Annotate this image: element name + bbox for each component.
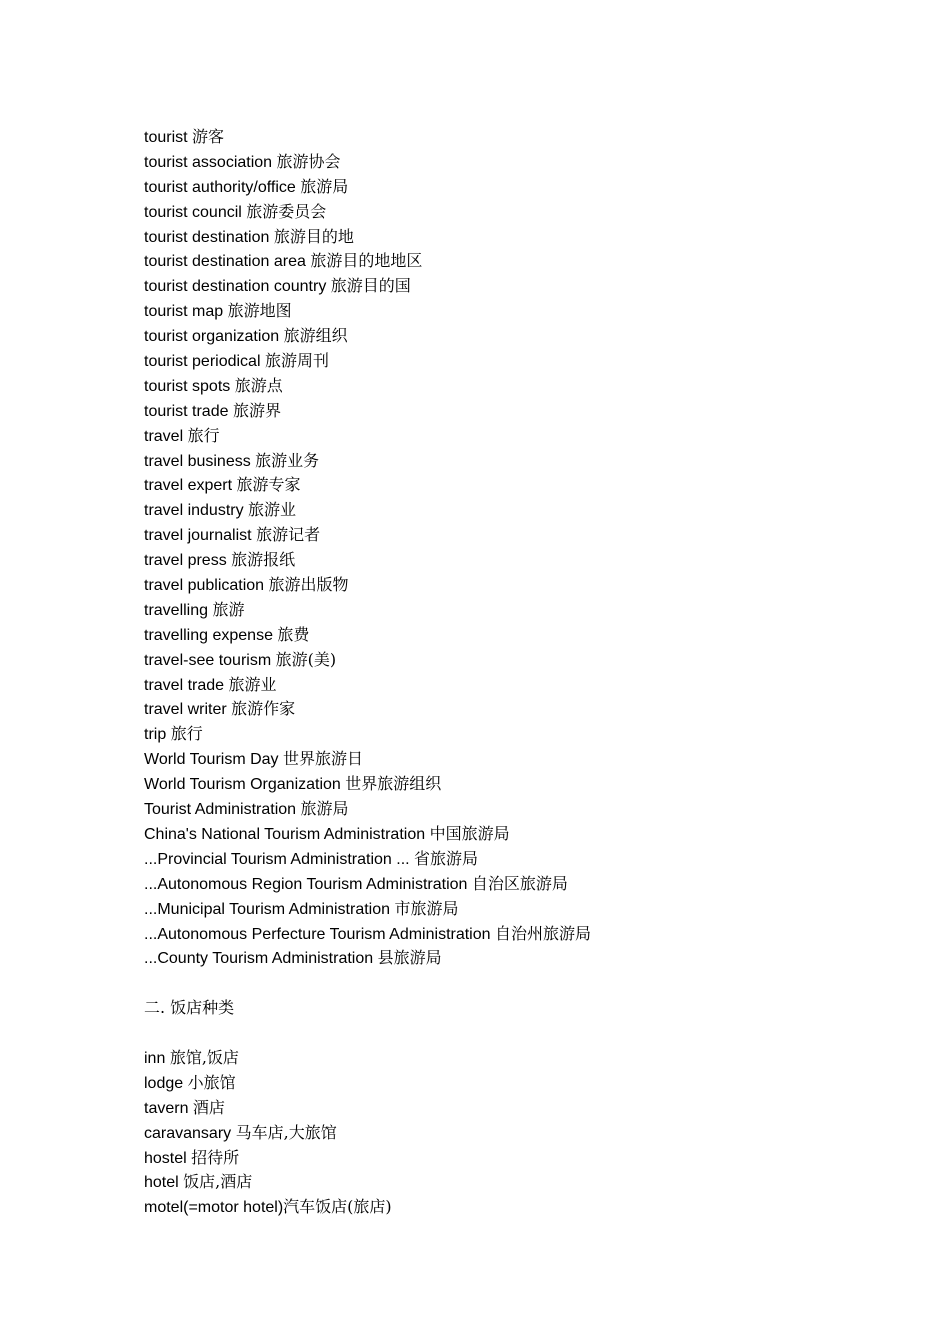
term-chinese: 市旅游局 bbox=[394, 898, 459, 918]
term-english: ...County Tourism Administration bbox=[144, 950, 374, 968]
term-entry bbox=[144, 175, 904, 200]
term-entry bbox=[144, 1170, 904, 1195]
term-chinese: 旅游目的地 bbox=[273, 226, 354, 246]
term-entry bbox=[144, 747, 904, 772]
term-entry bbox=[144, 299, 904, 324]
term-english: motel(=motor hotel) bbox=[144, 1199, 284, 1217]
term-english: ...Provincial Tourism Administration ... bbox=[144, 850, 410, 868]
term-english: travel trade bbox=[144, 676, 225, 694]
term-english: tourist spots bbox=[144, 377, 231, 395]
term-entry bbox=[144, 623, 904, 648]
term-english: travel expert bbox=[144, 477, 233, 495]
term-entry bbox=[144, 324, 904, 349]
term-english: travel journalist bbox=[144, 527, 252, 545]
term-english: travelling bbox=[144, 601, 209, 619]
term-entry bbox=[144, 1071, 904, 1096]
term-entry bbox=[144, 772, 904, 797]
term-chinese: 旅游局 bbox=[300, 176, 349, 196]
term-chinese: 汽车饭店(旅店) bbox=[283, 1197, 392, 1217]
term-english: tourist council bbox=[144, 203, 242, 221]
term-chinese: 旅游目的国 bbox=[330, 276, 411, 296]
term-entry bbox=[144, 523, 904, 548]
term-chinese: 旅游专家 bbox=[236, 475, 301, 495]
term-entry bbox=[144, 1096, 904, 1121]
term-english: ...Autonomous Perfecture Tourism Administration bbox=[144, 925, 491, 943]
term-chinese: 旅游报纸 bbox=[231, 550, 296, 570]
term-chinese: 旅游界 bbox=[232, 400, 281, 420]
term-entry bbox=[144, 473, 904, 498]
term-chinese: 旅费 bbox=[277, 624, 310, 644]
term-chinese: 世界旅游日 bbox=[283, 749, 364, 769]
tourism-term-list bbox=[144, 125, 904, 971]
term-entry bbox=[144, 548, 904, 573]
term-entry bbox=[144, 249, 904, 274]
term-entry bbox=[144, 1046, 904, 1071]
term-chinese: 旅游业 bbox=[248, 500, 297, 520]
term-english: tavern bbox=[144, 1099, 189, 1117]
term-entry bbox=[144, 872, 904, 897]
term-entry bbox=[144, 648, 904, 673]
term-entry bbox=[144, 1195, 904, 1220]
term-entry bbox=[144, 498, 904, 523]
term-english: tourist periodical bbox=[144, 353, 261, 371]
term-chinese: 县旅游局 bbox=[377, 948, 442, 968]
term-english: hotel bbox=[144, 1174, 179, 1192]
term-entry bbox=[144, 1146, 904, 1171]
term-english: travel press bbox=[144, 552, 227, 570]
term-english: tourist bbox=[144, 129, 188, 146]
term-entry bbox=[144, 399, 904, 424]
term-english: tourist destination country bbox=[144, 278, 327, 296]
term-chinese: 旅游业 bbox=[228, 674, 277, 694]
term-chinese: 酒店 bbox=[192, 1097, 225, 1117]
term-english: tourist association bbox=[144, 153, 273, 171]
term-chinese: 旅游地图 bbox=[227, 301, 292, 321]
term-english: travel industry bbox=[144, 502, 244, 520]
term-english: caravansary bbox=[144, 1124, 232, 1142]
term-entry bbox=[144, 847, 904, 872]
term-english: tourist organization bbox=[144, 328, 280, 346]
term-english: Tourist Administration bbox=[144, 801, 297, 819]
term-chinese: 马车店,大旅馆 bbox=[235, 1122, 337, 1142]
section-heading: 二. 饭店种类 bbox=[144, 998, 235, 1017]
term-chinese: 旅游点 bbox=[234, 375, 283, 395]
term-english: travel bbox=[144, 427, 184, 445]
term-entry bbox=[144, 946, 904, 971]
term-chinese: 旅游目的地地区 bbox=[310, 251, 423, 271]
term-english: travel publication bbox=[144, 577, 265, 595]
term-english: travel business bbox=[144, 452, 251, 470]
term-english: travel writer bbox=[144, 701, 227, 719]
term-english: tourist map bbox=[144, 303, 224, 321]
term-chinese: 世界旅游组织 bbox=[345, 774, 442, 794]
term-english: travel-see tourism bbox=[144, 651, 272, 669]
term-english: World Tourism Organization bbox=[144, 776, 341, 794]
term-entry bbox=[144, 225, 904, 250]
term-english: lodge bbox=[144, 1074, 184, 1092]
term-chinese: 自治州旅游局 bbox=[494, 923, 591, 943]
term-chinese: 旅行 bbox=[170, 724, 203, 744]
term-chinese: 旅馆,饭店 bbox=[169, 1048, 239, 1067]
term-chinese: 自治区旅游局 bbox=[471, 873, 568, 893]
term-english: ...Autonomous Region Tourism Administration bbox=[144, 875, 468, 893]
term-chinese: 旅游出版物 bbox=[268, 575, 349, 595]
term-entry bbox=[144, 797, 904, 822]
term-entry bbox=[144, 449, 904, 474]
term-entry bbox=[144, 1121, 904, 1146]
term-entry bbox=[144, 722, 904, 747]
term-chinese: 游客 bbox=[192, 127, 225, 146]
term-entry bbox=[144, 374, 904, 399]
term-english: trip bbox=[144, 726, 167, 744]
term-english: tourist destination bbox=[144, 228, 270, 246]
term-chinese: 旅游业务 bbox=[255, 450, 320, 470]
term-english: inn bbox=[144, 1050, 166, 1067]
term-chinese: 旅游(美) bbox=[275, 649, 337, 669]
term-entry bbox=[144, 125, 904, 150]
term-chinese: 旅游协会 bbox=[276, 151, 341, 171]
term-chinese: 中国旅游局 bbox=[429, 823, 510, 843]
term-chinese: 旅游组织 bbox=[283, 326, 348, 346]
term-english: hostel bbox=[144, 1149, 187, 1167]
term-english: tourist trade bbox=[144, 402, 229, 420]
section-heading-block bbox=[144, 996, 904, 1021]
term-entry bbox=[144, 573, 904, 598]
term-english: tourist authority/office bbox=[144, 178, 296, 196]
term-chinese: 旅游周刊 bbox=[264, 351, 329, 371]
term-chinese: 小旅馆 bbox=[187, 1072, 236, 1092]
term-english: travelling expense bbox=[144, 626, 273, 644]
term-chinese: 旅游作家 bbox=[231, 699, 296, 719]
term-entry bbox=[144, 697, 904, 722]
term-chinese: 省旅游局 bbox=[414, 848, 479, 868]
term-english: World Tourism Day bbox=[144, 751, 279, 769]
term-entry bbox=[144, 424, 904, 449]
term-entry bbox=[144, 598, 904, 623]
term-english: ...Municipal Tourism Administration bbox=[144, 900, 391, 918]
term-entry bbox=[144, 274, 904, 299]
term-chinese: 饭店,酒店 bbox=[183, 1172, 253, 1192]
term-chinese: 旅游 bbox=[212, 599, 245, 619]
term-chinese: 旅游委员会 bbox=[246, 201, 327, 221]
term-english: tourist destination area bbox=[144, 253, 306, 271]
term-english: China's National Tourism Administration bbox=[144, 825, 426, 843]
term-entry bbox=[144, 822, 904, 847]
term-entry bbox=[144, 200, 904, 225]
term-entry bbox=[144, 673, 904, 698]
term-entry bbox=[144, 897, 904, 922]
term-chinese: 招待所 bbox=[191, 1147, 240, 1167]
hotel-term-list bbox=[144, 1046, 904, 1220]
term-chinese: 旅游记者 bbox=[256, 525, 321, 545]
term-entry bbox=[144, 349, 904, 374]
term-entry bbox=[144, 922, 904, 947]
term-chinese: 旅行 bbox=[187, 425, 220, 445]
term-entry bbox=[144, 150, 904, 175]
term-chinese: 旅游局 bbox=[300, 799, 349, 819]
